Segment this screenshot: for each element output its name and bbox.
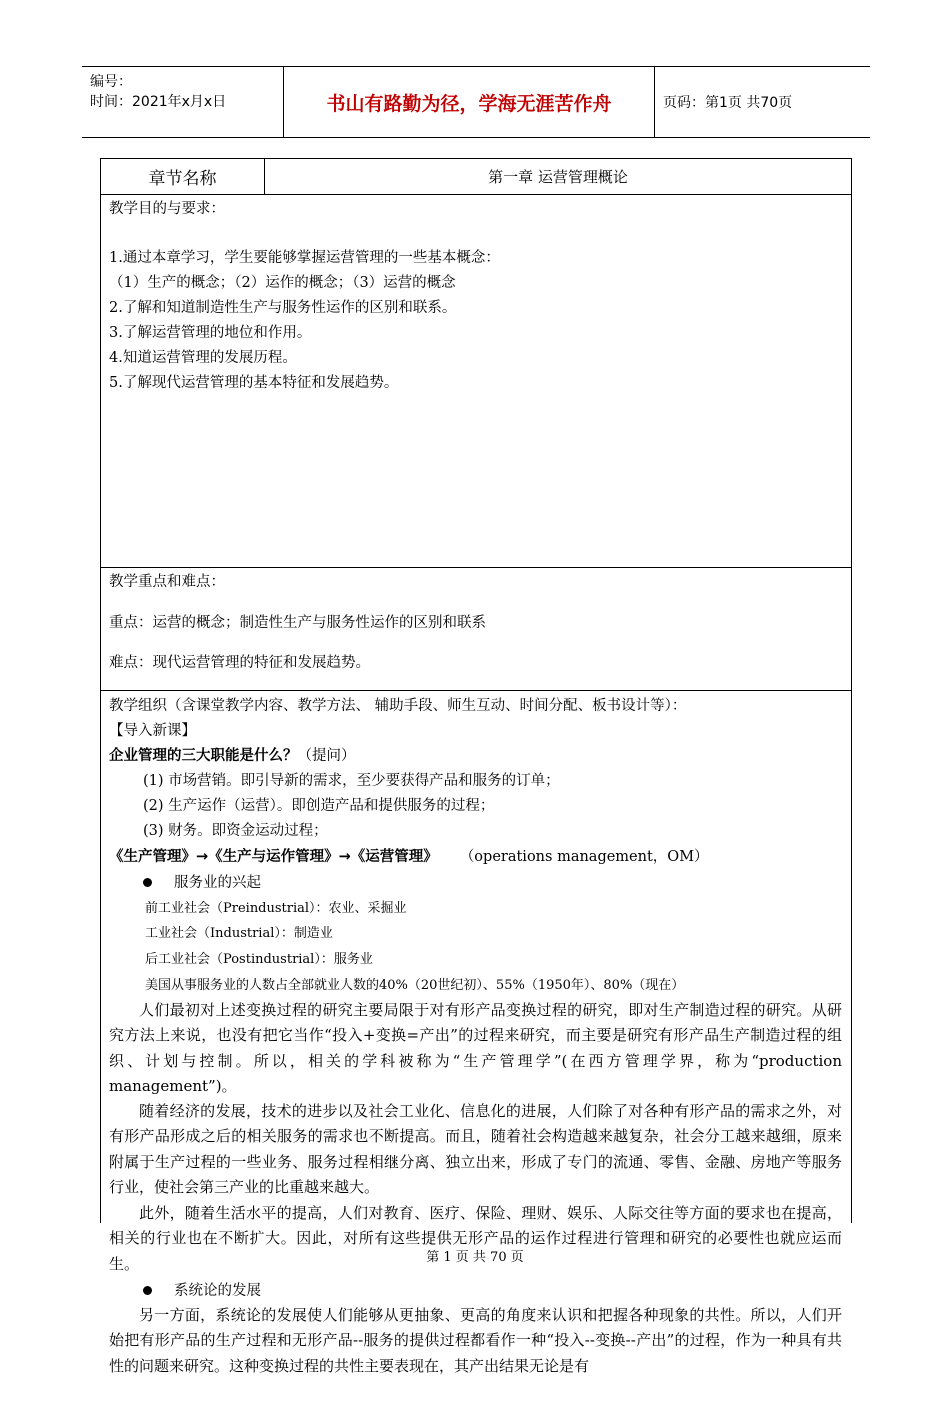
chapter-row [101,159,851,195]
objective-line: 5.了解现代运营管理的基本特征和发展趋势。 [109,375,399,391]
intro-tag: 【导入新课】 [109,723,196,739]
question-line [109,746,356,766]
page-header [82,66,870,138]
bullet-label: 服务业的兴起 [174,875,261,891]
bullet-service-industry [143,873,261,893]
question-text: 企业管理的三大职能是什么？ [109,748,298,764]
function-item: (1) 市场营销。即引导新的需求，至少要获得产品和服务的订单； [143,773,560,789]
key-points-section [101,569,851,691]
society-line: 后工业社会（Postindustrial）：服务业 [145,952,373,967]
number-label: 编号： [90,74,132,90]
chapter-label: 章节名称 [101,159,265,194]
society-line: 工业社会（Industrial）：制造业 [145,926,333,941]
paragraph: 随着经济的发展，技术的进步以及社会工业化、信息化的进展，人们除了对各种有形产品的需求之外，对有形产品形成之后的相关服务的需求也不断提高。而且，随着社会构造越来越复杂，社会分工越来越细，原来附属于生产过程的一些业务、服务过程相继分离、独立出来，形成了专门的流通、零售、金融、房地产等服务行业，使社会第三产业的比重越来越大。 [109,1102,842,1196]
objective-line: 3.了解运营管理的地位和作用。 [109,325,312,341]
time-label: 时间：2021年x月x日 [90,94,227,110]
function-item: (3) 财务。即资金运动过程； [143,823,328,839]
page-footer: 第 1 页 共 70 页 [426,1250,524,1265]
bullet-label: 系统论的发展 [174,1283,261,1299]
header-motto: 书山有路勤为径，学海无涯苦作舟 [284,67,655,137]
bullet-systems-theory [143,1281,261,1301]
objectives-section [101,195,851,568]
evolution-tail: （operations management，OM） [459,849,709,865]
society-line: 美国从事服务业的人数占全部就业人数的40%（20世纪初）、55%（1950年）、80%（现在） [145,978,685,993]
evolution-line [109,847,709,867]
objective-line: 2.了解和知道制造性生产与服务性运作的区别和联系。 [109,300,457,316]
key-points-heading: 教学重点和难点： [109,574,225,590]
evolution-text: 《生产管理》→《生产与运作管理》→《运营管理》 [109,849,438,865]
objective-line: （1）生产的概念；（2）运作的概念；（3）运营的概念 [109,275,456,291]
function-item: (2) 生产运作（运营）。即创造产品和提供服务的过程； [143,798,495,814]
bullet-icon [143,1286,152,1295]
organization-heading: 教学组织（含课堂教学内容、教学方法、 辅助手段、师生互动、时间分配、板书设计等）： [109,698,687,714]
paragraph: 人们最初对上述变换过程的研究主要局限于对有形产品变换过程的研究，即对生产制造过程的研究。从研究方法上来说，也没有把它当作“投入+变换=产出”的过程来研究，而主要是研究有形产品生产制造过程的组织、计划与控制。所以，相关的学科被称为“生产管理学”(在西方管理学界，称为“production management”)。 [109,1001,842,1095]
objective-line: 4.知道运营管理的发展历程。 [109,350,297,366]
society-line: 前工业社会（Preindustrial）：农业、采掘业 [145,901,407,916]
bullet-icon [143,878,152,887]
key-point-focus: 重点：运营的概念；制造性生产与服务性运作的区别和联系 [109,615,486,631]
header-meta [82,67,284,137]
key-point-difficulty: 难点：现代运营管理的特征和发展趋势。 [109,655,370,671]
objective-line: 1.通过本章学习，学生要能够掌握运营管理的一些基本概念： [109,250,500,266]
header-page-label: 页码：第1页 共70页 [663,95,793,111]
paragraph: 此外，随着生活水平的提高，人们对教育、医疗、保险、理财、娱乐、人际交往等方面的要求也在提高，相关的行业也在不断扩大。因此，对所有这些提供无形产品的运作过程进行管理和研究的必要性也就应运而生。 [109,1204,842,1273]
question-tail: （提问） [297,748,356,764]
objectives-heading: 教学目的与要求： [109,201,225,217]
paragraph: 另一方面，系统论的发展使人们能够从更抽象、更高的角度来认识和把握各种现象的共性。所以，人们开始把有形产品的生产过程和无形产品--服务的提供过程都看作一种“投入--变换--产出”的过程，作为一种具有共性的问题来研究。这种变换过程的共性主要表现在，其产出结果无论是有 [109,1306,842,1375]
chapter-value: 第一章 运营管理概论 [488,168,628,186]
